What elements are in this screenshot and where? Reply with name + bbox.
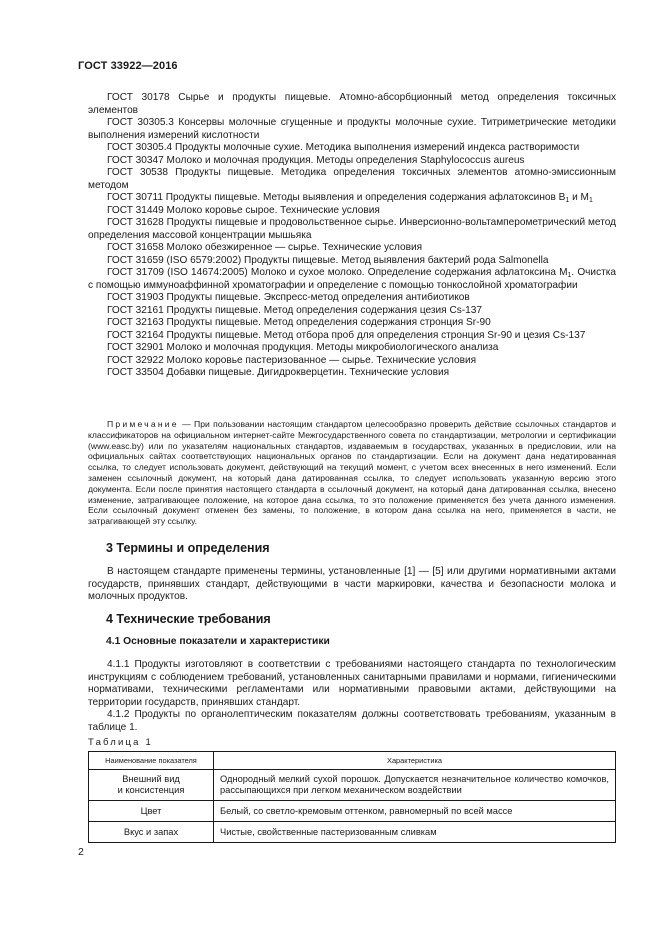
- note-label: Примечание: [107, 419, 179, 429]
- reference-item: ГОСТ 31628 Продукты пищевые и продовольственное сырье. Инверсионно-вольтамперометрический метод определения массовой концентрации мышьяка: [88, 217, 616, 241]
- reference-item: ГОСТ 32164 Продукты пищевые. Метод отбора проб для определения стронция Sr-90 и цезия Cs-137: [107, 329, 586, 341]
- normative-references-list: [88, 92, 616, 380]
- paragraph-4-1-2: 4.1.2 Продукты по органолептическим показателям должны соответствовать требованиям, указанным в таблице 1.: [88, 709, 616, 733]
- indicator-cell: Цвет: [89, 801, 214, 822]
- reference-item: ГОСТ 30305.4 Продукты молочные сухие. Методика выполнения измерений индекса растворимости: [107, 142, 580, 153]
- table-header-row: [89, 752, 616, 770]
- reference-item: ГОСТ 30347 Молоко и молочная продукция. Методы определения Staphylococcus aureus: [107, 154, 525, 166]
- reference-item: ГОСТ 31449 Молоко коровье сырое. Технические условия: [107, 204, 380, 216]
- subsection-4-1-title: 4.1 Основные показатели и характеристики: [106, 636, 330, 647]
- reference-item: ГОСТ 30538 Продукты пищевые. Методика определения токсичных элементов атомно-эмиссионным методом: [88, 167, 616, 191]
- characteristic-cell: Однородный мелкий сухой порошок. Допускается незначительное количество комочков, рассыпающихся при легком механическом воздействии: [214, 770, 616, 801]
- table-row: [89, 822, 616, 843]
- section-3-text: В настоящем стандарте применены термины, установленные [1] — [5] или другими нормативными актами государств, принявших стандарт, действующими в части маркировки, качества и безопасности молока и молочных продуктов.: [88, 566, 616, 602]
- reference-item: ГОСТ 32163 Продукты пищевые. Метод определения содержания стронция Sr-90: [107, 317, 491, 328]
- organoleptic-table: [88, 751, 616, 843]
- table-label: Таблица 1: [88, 737, 153, 748]
- reference-item: ГОСТ 32901 Молоко и молочная продукция. Методы микробиологического анализа: [107, 342, 499, 353]
- column-header: Характеристика: [214, 752, 616, 770]
- indicator-cell: Внешний вид и консистенция: [89, 770, 214, 801]
- indicator-cell: Вкус и запах: [89, 822, 214, 843]
- table-row: [89, 801, 616, 822]
- reference-item: ГОСТ 31903 Продукты пищевые. Экспресс-метод определения антибиотиков: [107, 292, 470, 303]
- characteristic-cell: Чистые, свойственные пастеризованным сливкам: [214, 822, 616, 843]
- characteristic-cell: Белый, со светло-кремовым оттенком, равномерный по всей массе: [214, 801, 616, 822]
- reference-item: ГОСТ 30305.3 Консервы молочные сгущенные и продукты молочные сухие. Титриметрические методики выполнения измерений кислотности: [88, 117, 616, 141]
- reference-item: ГОСТ 30178 Сырье и продукты пищевые. Атомно-абсорбционный метод определения токсичных элементов: [88, 92, 616, 116]
- page-number: 2: [78, 846, 84, 858]
- reference-item: ГОСТ 32922 Молоко коровье пастеризованное — сырье. Технические условия: [107, 354, 477, 366]
- section-4-title: 4 Технические требования: [106, 612, 271, 626]
- document-header: ГОСТ 33922—2016: [78, 60, 178, 72]
- table-row: [89, 770, 616, 801]
- reference-item: ГОСТ 33504 Добавки пищевые. Дигидрокверцетин. Технические условия: [107, 367, 450, 378]
- reference-item: ГОСТ 31658 Молоко обезжиренное — сырье. Технические условия: [107, 242, 423, 253]
- reference-item: ГОСТ 31709 (ISO 14674:2005) Молоко и сухое молоко. Определение содержания афлатоксина $M_1$. Очистка с помощью иммуноаффинной хроматографии и определение с помощью тонкослойной хроматографии: [88, 267, 616, 291]
- reference-item: ГОСТ 31659 (ISO 6579:2002) Продукты пищевые. Метод выявления бактерий рода Salmonella: [107, 254, 549, 266]
- reference-item: ГОСТ 30711 Продукты пищевые. Методы выявления и определения содержания афлатоксинов $B_1$ и $M_1$: [107, 192, 593, 204]
- note-paragraph: [88, 419, 616, 527]
- note-text: — При пользовании настоящим стандартом целесообразно проверить действие ссылочных стандартов и классификаторов на официальном интернет-сайте Межгосударственного совета по стандартизации, метрологии и сертификации (www.easc.by) или по указателям национальных стандартов, издаваемым в государствах, указанных в предисловии, или на официальных сайтах соответствующих национальных органов по стандартизации. Если на документ дана недатированная ссылка, то следует использовать документ, действующий на текущий момент, с учетом всех внесенных в него изменений. Если заменен ссылочный документ, на который дана датированная ссылка, то следует использовать указанную версию этого документа. Если после принятия настоящего стандарта в ссылочный документ, на который дана датированная ссылка, внесено изменение, затрагивающее положение, на которое дана ссылка, то это положение применяется без учета данного изменения. Если ссылочный документ отменен без замены, то положение, в котором дана ссылка на него, применяется в части, не затрагивающей эту ссылку.: [88, 419, 616, 527]
- paragraph-4-1-1: 4.1.1 Продукты изготовляют в соответствии с требованиями настоящего стандарта по технологическим инструкциям с соблюдением требований, установленных санитарными правилами и нормами, гигиеническими нормативами, техническими регламентами или нормативными правовыми актами, действующими на территории государств, принявших стандарт.: [88, 659, 616, 708]
- section-3-title: 3 Термины и определения: [106, 541, 270, 555]
- column-header: Наименование показателя: [89, 752, 214, 770]
- reference-item: ГОСТ 32161 Продукты пищевые. Метод определения содержания цезия Cs-137: [107, 304, 482, 316]
